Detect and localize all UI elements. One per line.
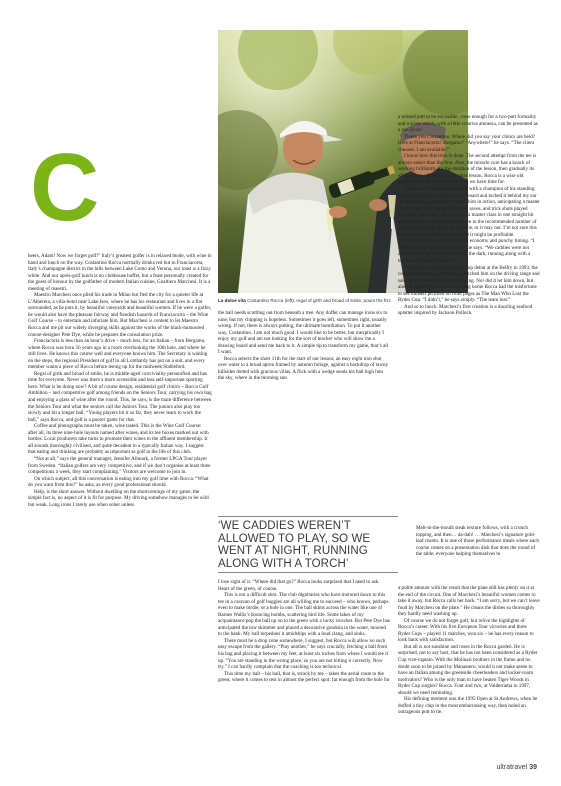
- pullquote-rule-top: [218, 516, 398, 517]
- paragraph: Help, is the short answer. Without dwelling on the shortcomings of my game, the simple fact is, no aspect of it is fit for purpose. My driving somehow manages to be wild but weak. Long irons I rarely use when sober unless: [28, 488, 209, 508]
- paragraph: I know how this trick is done. The second attempt from the tee is always easier than the first. Also, the miracle cure has a knack of working brilliantly for the duration of the lesson, then gradually its effect wears off, requiring another lesson. Rocca is a wise old professional, and a few holes is all we have time for.: [398, 153, 537, 186]
- paragraph: Maestro Marchesi once plied his trade in Milan but fled the city for a quieter life at L’Albereta, a villa-hotel near Lake Iseo, where he has his restaurant and lives in a flat surrounded, as he puts it, by beautiful vineyards and beautiful women. If he were a golfer, he would also have the pleasant fairway and fiendish hazards of Franciacorta – the Wine Golf Course – to entertain and infuriate him. But Marchesi is content to let Maestro Rocca and me pit our widely diverging skills against the works of the black-humoured course-designer Pete Dye, while he prepares the consolation prize.: [28, 292, 212, 338]
- column-2-lower: [218, 579, 390, 684]
- pullquote-rule-bottom: [218, 572, 398, 573]
- column-3-lower: [398, 585, 540, 716]
- paragraph: This time my ball – his ball, that is, struck by me – takes the aerial route to the green, where it comes to rest in almost the perfect spot: far enough from the hole for: [218, 670, 390, 684]
- paragraph: Of course we do not forget golf, but relive the highlights of Rocca’s career. With his five European Tour victories and three Ryder Cups – played 11 matches, won six – he has every reason to look back with satisfaction.: [398, 617, 534, 644]
- page-number: 39: [529, 764, 537, 771]
- paragraph: When Rocca made his Ryder Cup debut at the Belfry in 1993, the coach of coaches, John Jacobs, watched him on the driving range and said he had never seen a better swing. Nor did it let him down, but alas the putter did and before flying home Rocca had the misfortune to see himself pictured on front pages as The Man Who Lost the Ryder Cup. “I didn’t,” he says simply. “The team lost.”: [398, 264, 540, 304]
- paragraph: The Rocca swing is a marvel of economy and punchy timing. “I learned to play quickly as a boy,” he says. “We caddies were not allowed to play, so we went out in the dark, running along with a torch, and no practice shots.”: [398, 238, 535, 265]
- paragraph: a missed putt to be excusable, close enough for a two-putt formality and a score which, with a little creative amnesia, can be presented as a par. Ecco!: [398, 114, 538, 134]
- paragraph: Thank you Costantino. Where did you say your clinics are held? Here at Franciacorta? Bergamo? “Anywhere!” he says. “The client chooses. I am available!”: [398, 133, 536, 153]
- column-3: [398, 114, 540, 317]
- paragraph: I have never before played golf with a champion of his standing. Having taken the miracle cure on board and tucked it behind my ear for future use, I am keen to watch him in action, anticipating a master class of deft lobs, miraculous sand saves, and trick shots played backhand. Instead, I am treated to a master class in one straight hit after another. On reaching the green in the recommended number of shots, the putt may go in for a birdie, or it may not. I’m not sure this kind of golf would be exciting, but it might be profitable.: [398, 186, 540, 238]
- dropcap: C: [30, 134, 100, 241]
- paragraph: Melt-in-the-mouth steak texture follows, with a crunch topping, and then… da-dah! … Marchesi’s signature gold-leaf risotto. It is one of those performance meals where each course comes on a presentation dish that does the round of the table, everyone helping themselves to: [416, 525, 539, 558]
- paragraph: There must be a drop zone somewhere, I suggest, but Rocca will allow no such easy escape from the gallery. “Play another,” he says crucially, fetching a ball from his bag and placing it between my feet, at least six inches from where I would tee it up. “You are standing in the wrong place, so you are not hitting it correctly. Now try.” I can hardly complain that the coaching is too technical.: [218, 637, 389, 671]
- paragraph: Coffee and photographs must be taken, wine tasted. This is the Wine Golf Course: after all, its three nine-hole layouts named after wines, and its tee boxes marked out with bottles. Local producers take turns to promote their wines to the affluent membership. It all sounds thoroughly civilised, and quite decadent in a typically Italian way. I suggest that eating and drinking are probably as important as golf in the life of this club.: [28, 423, 209, 456]
- paragraph: heers, Adam! Now we forget golf!” Italy’s greatest golfer is in relaxed mode, with wine in hand and lunch on the way. Costantino Rocca normally drinks red but in Franciacorta, Italy’s champagne district in the hills between Lake Como and Verona, our toast is a fizzy white. And our après-golf lunch is no clubhouse buffet, but a feast personally created for the guest of honour by the godfather of modern Italian cuisine, Gualtiero Marchesi. It is a meeting of maestri.: [28, 253, 212, 292]
- paragraph: But all is not sunshine and roses in the Rocca garden. He is surprised, not to say hurt, that he has not been considered as a Ryder Cup vice-captain. With the Molinari brothers in the frame and no doubt soon to be joined by Manassero, would it not make sense to have an Italian among the greenside cheerleaders and locker-room motivators? Who is the only man to have beaten Tiger Woods in Ryder Cup singles? Rocca. Four and two, at Valderrama in 1997, should we need reminding.: [398, 643, 538, 696]
- paragraph: On which subject, all this conversation is eating into my golf time with Rocca. “What do you want from this?” he asks, as every good professional should.: [28, 475, 209, 489]
- pull-quote: ‘WE CADDIES WEREN’T ALLOWED TO PLAY, SO WE WENT AT NIGHT, RUNNING ALONG WITH A TORCH’: [218, 520, 371, 570]
- paragraph: Rocca selects the short 11th for the start of our lesson; an easy eight iron shot over water to a broad apron framed by autumn foliage, against a backdrop of tawny hillsides dotted with gracious villas. A flick with a wedge sends his ball high into the sky, where in the morning sun: [218, 355, 389, 382]
- paragraph: I lose sight of it. “Where did that go?” Rocca looks surprised that I need to ask. Heart of the green, of course.: [218, 579, 380, 592]
- paragraph: the ball needs scuttling out from beneath a tree. Any duffer can manage irons six to nine, but my chipping is hopeless. Sometimes it goes left, sometimes right, usually wrong. If not, there is always putting, the ultimate humiliation. To put it another way, Costantino, I am not much good. I would like to be better, but inexplicably I enjoy my golf and am not looking for the sort of teacher who will show me a drawing board and send me back to it. A simple tip to transform my game, that’s all I want.: [218, 310, 389, 356]
- paragraph: And so to lunch. Marchesi’s first creation is a dazzling seafood splatter inspired by Jackson Pollock.: [398, 303, 533, 317]
- column-2-upper: [218, 310, 390, 382]
- column-3-wrap: [416, 525, 540, 558]
- paragraph: This is not a difficult shot. The club dignitaries who have motored down to this tee in a caravan of golf buggies are all willing me to succeed – who knows, perhaps even to make birdie, or a hole in one. The ball skims across the water like one of Barnes Wallis’s bouncing bombs, scattering bird life. Some lakes of my acquaintance pop the ball up on to the green with a lucky ricochet. But Pete Dye has anticipated the low skimmer and placed a decorative gondola in the water, moored to the bank. My ball torpedoes it amidships with a loud clang, and sinks.: [218, 592, 390, 638]
- paragraph: Franciacorta is less than an hour’s drive – much less, for an Italian – from Bergamo, where Rocca was born 56 years ago in a room overlooking the 10th hole, and where he still lives. He knows this course well and everyone knows him. The Secretary is waiting on the steps, the regional President of golf in all Lombardy has put on a suit, and every member wants a piece of Rocca before teeing up for the midweek Stableford.: [28, 338, 208, 371]
- paragraph: “Not at all,” says the general manager, Jennifer Allmark, a former LPGA Tour player from Sweden. “Italian golfers are very competitive, and if we don’t organise at least three competitions a week, they start complaining.” Visitors are welcome to join in.: [28, 455, 211, 476]
- page-folio: [496, 764, 537, 771]
- paragraph: Regal of girth and broad of smile, he is middle-aged conviviality personified and has time for everyone. Never was there a more accessible and less self-important sporting hero. What is he doing now? A bit of course design, residential golf clinics – Rocca Golf Ambition – and competitive golf among friends on the Seniors Tour, carrying his own bag and enjoying a glass of wine after the round. This, he says, is the main difference between the Seniors Tour and what the seniors call the Juniors Tour. The juniors also play too slowly and hit a longer ball. “Young players hit it so far, they never learn to work the ball,” says Rocca, and golf is a poorer game for that.: [28, 370, 212, 423]
- folio-brand: ultratravel: [496, 764, 528, 771]
- paragraph: His defining moment was the 1995 Open at St Andrews, when he duffed a tiny chip in the most embarrassing way, then holed an outrageous putt to tie.: [398, 696, 538, 716]
- caption-text: Costantino Rocca (left), regal of girth and broad of smile, pours the fizz: [245, 298, 391, 303]
- paragraph: a polite amount with the result that the plate still has plenty on it at the end of the circuit. One of Marchesi’s beautiful women comes to take it away, but Rocca calls her back. “I am sorry, but we can’t leave food by Marchesi on the plate.” He cleans the dishes so thoroughly they hardly need washing up.: [398, 585, 540, 618]
- caption-title: La dolce vita: [218, 298, 246, 303]
- column-1: [28, 253, 212, 508]
